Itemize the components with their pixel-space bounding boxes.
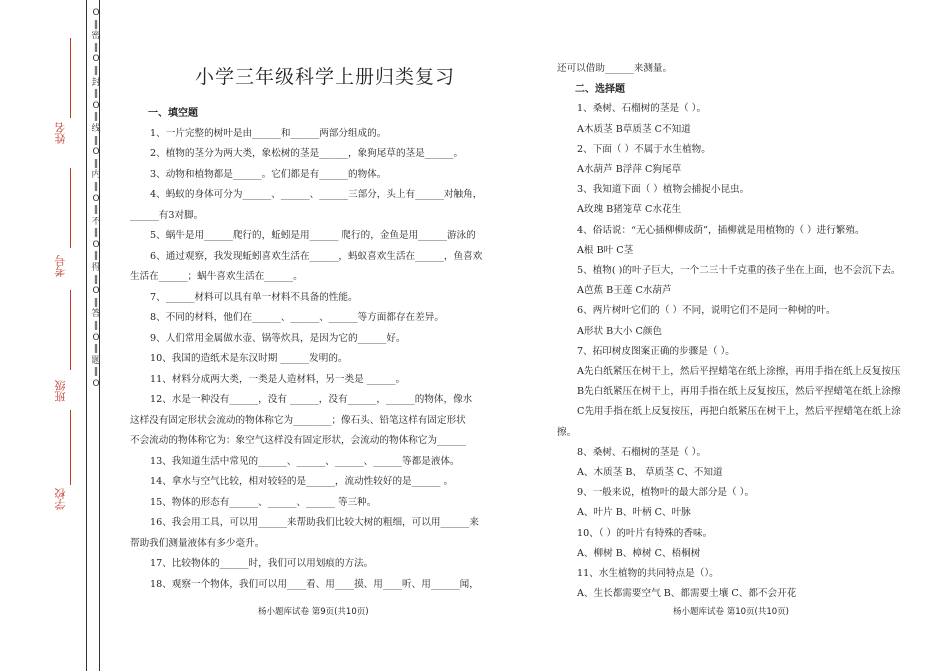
seal-char: ‖ bbox=[93, 89, 99, 100]
seal-char: 题 bbox=[91, 355, 101, 366]
question-line: 13、我知道生活中常见的______、______、______、______等都是液体。 bbox=[150, 455, 460, 467]
question-line: 2、植物的茎分为两大类，象松树的茎是______，象狗尾草的茎是______。 bbox=[150, 148, 464, 159]
footer-left: 杨小题库试卷 第9页(共10页) bbox=[258, 607, 369, 617]
seal-char: 封 bbox=[91, 77, 101, 88]
seal-char: 密 bbox=[91, 31, 101, 42]
seal-char: O bbox=[92, 286, 100, 297]
seal-char: ‖ bbox=[93, 228, 99, 239]
question-line: 9、一般来说，植物叶的最大部分是（ ）。 bbox=[577, 487, 755, 499]
seal-char: 得 bbox=[91, 263, 101, 274]
seal-char: O bbox=[92, 147, 100, 158]
question-line: A、生长都需要空气 B、都需要土壤 C、都不会开花 bbox=[577, 588, 797, 600]
question-line: A、叶片 B、叶柄 C、叶脉 bbox=[577, 507, 691, 519]
question-line: 不会流动的物体称它为：象空气这样没有固定形状，会流动的物体称它为______ bbox=[130, 435, 466, 446]
seal-char: ‖ bbox=[93, 112, 99, 123]
question-line: 9、人们常用金属做水壶、锅等炊具，是因为它的______好。 bbox=[150, 332, 406, 344]
question-line: 10、（ ）的叶片有特殊的香味。 bbox=[577, 527, 713, 539]
seal-char: ‖ bbox=[93, 321, 99, 332]
seal-char: ‖ bbox=[93, 297, 99, 308]
question-line: 2、下面（ ）不属于水生植物。 bbox=[577, 143, 711, 155]
question-line: 6、两片树叶它们的（ ）不同，说明它们不是同一种树的叶。 bbox=[577, 305, 836, 317]
question-line: A芭蕉 B王莲 C水葫芦 bbox=[577, 285, 672, 297]
seal-char: O bbox=[92, 8, 100, 18]
question-line: 15、物体的形态有______、______、______ 等三种。 bbox=[150, 496, 377, 508]
question-line: 还可以借助______来测量。 bbox=[557, 63, 673, 74]
question-line: ______有3对脚。 bbox=[130, 209, 204, 221]
question-line: A木质茎 B草质茎 C不知道 bbox=[577, 123, 691, 135]
question-line: 7、拓印树皮图案正确的步骤是（ ）。 bbox=[577, 345, 735, 357]
question-line: 这样没有固定形状会流动的物体称它为________；像石头、铅笔这样有固定形状 bbox=[130, 414, 466, 426]
binding-line-left bbox=[86, 0, 87, 671]
seal-char: ‖ bbox=[93, 367, 99, 378]
question-line: 16、我会用工具，可以用______来帮助我们比较大树的粗细，可以用______来 bbox=[150, 517, 479, 528]
question-line: 10、我国的造纸术是东汉时期 ______发明的。 bbox=[150, 353, 348, 364]
seal-char: O bbox=[92, 332, 100, 343]
question-line: A根 B叶 C茎 bbox=[577, 244, 634, 256]
question-line: 5、植物( )的叶子巨大，一个二三十千克重的孩子坐在上面，也不会沉下去。 bbox=[577, 265, 901, 276]
seal-char: ‖ bbox=[93, 181, 99, 192]
question-line: 12、水是一种没有______，没有 ______，没有______，______的物体，像水 bbox=[150, 394, 473, 405]
section-heading: 一、填空题 bbox=[148, 108, 198, 119]
seal-char: ‖ bbox=[93, 251, 99, 262]
seal-line-column bbox=[91, 8, 101, 391]
class-field-line bbox=[70, 290, 71, 370]
question-line: 17、比较物体的______时，我们可以用划痕的方法。 bbox=[150, 558, 374, 569]
seal-char: ‖ bbox=[93, 344, 99, 355]
question-line: A、木质茎 B、 草质茎 C、不知道 bbox=[577, 467, 723, 478]
seal-char: O bbox=[92, 54, 100, 65]
question-line: A水葫芦 B浮萍 C狗尾草 bbox=[577, 164, 682, 175]
question-line: 帮助我们测量液体有多少毫升。 bbox=[130, 537, 265, 549]
question-line: 1、桑树、石榴树的茎是（ ）。 bbox=[577, 103, 707, 115]
footer-right: 杨小题库试卷 第10页(共10页) bbox=[673, 607, 789, 617]
exam-no-field-line bbox=[70, 168, 71, 248]
seal-char: 内 bbox=[91, 170, 101, 181]
seal-char: ‖ bbox=[93, 274, 99, 285]
section-heading: 二、选择题 bbox=[575, 84, 625, 96]
seal-char: 答 bbox=[91, 309, 101, 320]
question-line: C先用手指在纸上反复按压，再把白纸紧压在树干上，然后平捏蜡笔在纸上涂 bbox=[577, 406, 901, 418]
school-label: 学校 bbox=[54, 488, 67, 510]
binding-margin bbox=[0, 0, 100, 671]
question-line: 生活在______；蜗牛喜欢生活在______。 bbox=[130, 271, 303, 282]
seal-char: 不 bbox=[91, 216, 101, 227]
school-field-line bbox=[70, 410, 71, 485]
question-line: 4、蚂蚁的身体可分为______、______、______三部分，头上有______对触角， bbox=[150, 189, 483, 200]
question-line: 3、我知道下面（ ）植物会捕捉小昆虫。 bbox=[577, 184, 750, 196]
page-title: 小学三年级科学上册归类复习 bbox=[194, 66, 455, 88]
name-label: 姓名 bbox=[54, 122, 67, 144]
seal-char: O bbox=[92, 100, 100, 111]
question-line: 7、______材料可以具有单一材料不具备的性能。 bbox=[150, 291, 358, 303]
seal-char: ‖ bbox=[93, 205, 99, 216]
seal-char: ‖ bbox=[93, 19, 99, 30]
seal-char: O bbox=[92, 239, 100, 250]
question-line: A形状 B大小 C颜色 bbox=[577, 325, 662, 337]
seal-char: ‖ bbox=[93, 65, 99, 76]
question-line: 8、桑树、石榴树的茎是（ ）。 bbox=[577, 446, 707, 458]
exam-no-label: 考号 bbox=[54, 255, 67, 277]
seal-char: ‖ bbox=[93, 135, 99, 146]
question-line: B先白纸紧压在树干上，再用手指在纸上反复按压，然后平捏蜡笔在纸上涂擦 bbox=[577, 386, 901, 398]
class-label: 班级 bbox=[54, 380, 67, 402]
question-line: 11、水生植物的共同特点是（）。 bbox=[577, 568, 719, 579]
question-line: 18、观察一个物体，我们可以用____看、用____摸、用____听、用______闻， bbox=[150, 578, 479, 590]
name-field-line bbox=[70, 38, 71, 118]
question-line: A玫瑰 B猪笼草 C水花生 bbox=[577, 204, 682, 216]
seal-char: ‖ bbox=[93, 158, 99, 169]
question-line: 11、材料分成两大类，一类是人造材料，另一类是 ______。 bbox=[150, 373, 406, 385]
question-line: 8、不同的材料，他们在______、______、______等方面都存在差异。 bbox=[150, 312, 444, 323]
question-line: A先白纸紧压在树干上，然后平捏蜡笔在纸上涂擦，再用手指在纸上反复按压 bbox=[577, 366, 901, 377]
seal-char: O bbox=[92, 379, 100, 389]
question-line: 3、动物和植物都是______。它们都是有______的物体。 bbox=[150, 168, 387, 180]
seal-char: ‖ bbox=[93, 42, 99, 53]
seal-char: 线 bbox=[91, 123, 101, 134]
question-line: 擦。 bbox=[557, 426, 577, 438]
question-line: 6、通过观察，我发现蚯蚓喜欢生活在______，蚂蚁喜欢生活在______，鱼喜欢 bbox=[150, 250, 483, 262]
question-line: 5、蜗牛是用______爬行的，蚯蚓是用______ 爬行的，金鱼是用______游泳的 bbox=[150, 230, 476, 241]
question-line: 14、拿水与空气比较，相对较轻的是______，流动性较好的是______ 。 bbox=[150, 476, 454, 487]
question-line: 4、俗话说：“无心插柳柳成荫”，插柳就是用植物的（ ）进行繁殖。 bbox=[577, 224, 865, 236]
seal-char: O bbox=[92, 193, 100, 204]
question-line: 1、一片完整的树叶是由______和______两部分组成的。 bbox=[150, 127, 387, 139]
question-line: A、柳树 B、樟树 C、梧桐树 bbox=[577, 547, 701, 559]
